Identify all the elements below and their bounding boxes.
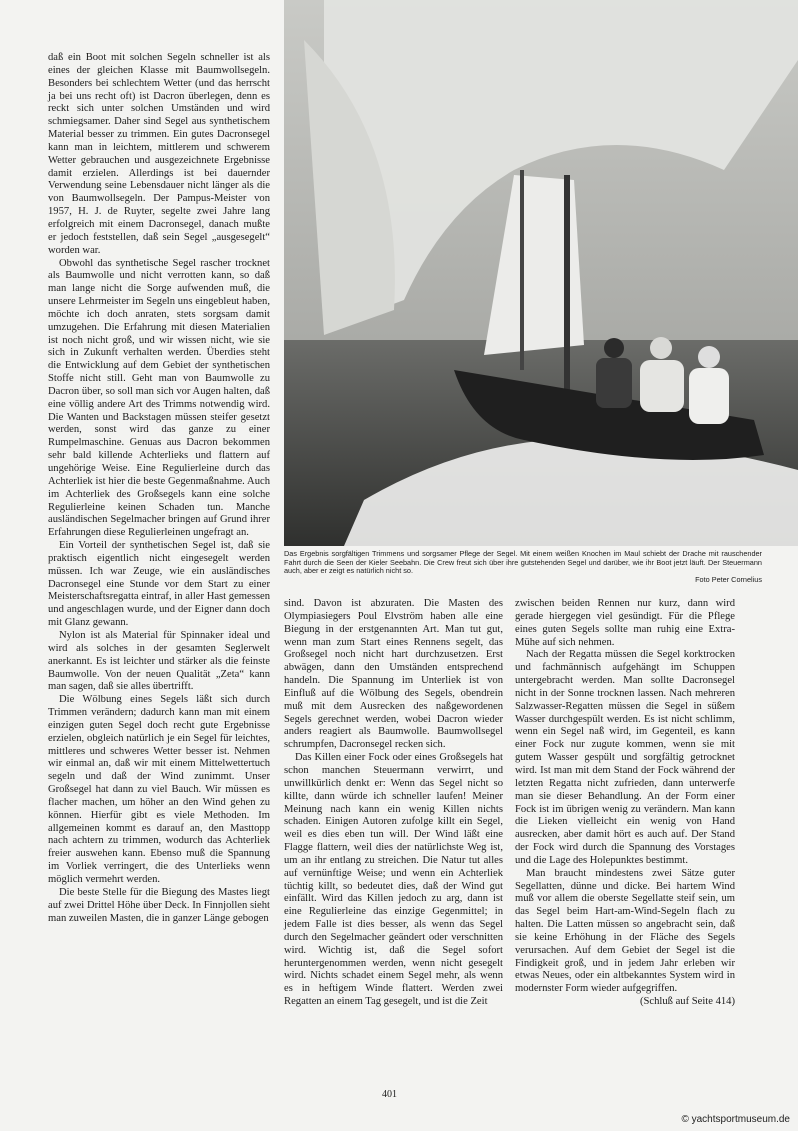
photo-caption (284, 550, 762, 584)
paragraph: Die Wölbung eines Segels läßt sich durch Trimmen verändern; dadurch kann man mit einem einzigen guten Segel doch recht gute Ergebnisse erzielen, obgleich natürlich je ein Segel für leichtes, mittleres und schweres Wetter besser ist. Nehmen wir einmal an, daß wir mit einem Mittelwettertuch segeln und daß der Wind zunimmt. Unser Großsegel hat dann zu viel Bauch. Wir müssen es flacher machen, um höher an den Wind gehen zu können. Hierfür gibt es viele Methoden. Im allgemeinen kommt es darauf an, den Masttopp nach achtern zu trimmen, wodurch das Achterliek freier auswehen kann. Ebenso muß die Spannung im Vorliek verringert, die des Unterlieks wenn möglich vermehrt werden. (48, 694, 270, 885)
middle-text-column (284, 598, 503, 1009)
paragraph: Die beste Stelle für die Biegung des Mastes liegt auf zwei Drittel Höhe über Deck. In Finnjollen sieht man zuweilen Masten, die in ganzer Länge gebogen (48, 886, 270, 924)
paragraph: Man braucht mindestens zwei Sätze guter Segellatten, dünne und dicke. Bei hartem Wind muß vor allem die oberste Segellatte steif sein, um das Segel beim Hart-am-Wind-Segeln flach zu halten. Die Latten müssen so angebracht sein, daß sie keine Erhöhung in der Fläche des Segels verursachen. Auf dem Gebiet der Segel ist die Findigkeit groß, und in jedem Jahr erleben wir etwas Neues, oder ein altbekanntes System wird in modernster Form wieder aufgegriffen. (515, 867, 735, 995)
paragraph: zwischen beiden Rennen nur kurz, dann wird gerade hiergegen viel gesündigt. Für die Pflege eines guten Segels sollte man ruhig eine Extra-Mühe auf sich nehmen. (515, 598, 735, 648)
left-text-column (48, 52, 270, 925)
paragraph: Nach der Regatta müssen die Segel korktrocken und fachmännisch aufgehängt im Schuppen untergebracht werden. Man sollte Dacronsegel nicht in der Sonne trocknen lassen. Nach mehreren Salzwasser-Regatten müssen die Segel in süßem Wasser durchgespült werden. Es ist nicht schlimm, wenn ein Segel naß wird, im Gegenteil, es kann einer Fock nur zugute kommen, wenn sie mit gutem Wasser gespült und sorgfältig getrocknet wird. Ist man mit dem Stand der Fock während der letzten Regatta nicht zufrieden, dann unterwerfe man sie dieser Behandlung. An der Form einer Fock ist im übrigen wenig zu verändern. Man kann die Lieken vielleicht ein wenig von Hand ausrecken, aber damit hört es auch auf. Der Stand der Fock wird durch die Spannung des Vorstages und die Lage des Holepunktes bestimmt. (515, 649, 735, 866)
paragraph: Obwohl das synthetische Segel rascher trocknet als Baumwolle und nicht verrotten kann, so daß man lange nicht die Sorge aufwenden muß, die unsere Lehrmeister im Segeln uns eingebleut haben, möchte ich doch anraten, stets sorgsam damit umzugehen. Die Erfahrung mit diesen Materialien ist noch nicht groß, und wir wissen nicht, wie sie sich in Zukunft verhalten werden. Überdies steht die Entwicklung auf dem Gebiet der synthetischen Stoffe nicht still. Geht man von Baumwolle zu Dacron über, so soll man sich vor Augen halten, daß eine völlig andere Art des Trimms notwendig wird. Die Wanten und Backstagen müssen steifer gesetzt werden, sonst wird das ganze zu einer Rumpelmaschine. Genuas aus Dacron bekommen sehr bald killende Achterlieks und flattern auf ungehörige Weise. Eine Regulierleine durch das Achterliek ist hier die beste Gegenmaßnahme. Auch im Achterliek des Großsegels kann eine solche Regulierleine keinen Schaden tun. Manche ausländischen Segelmacher bringen auf Grund ihrer Erfahrungen diese Regulierleinen ungefragt an. (48, 257, 270, 539)
page-number: 401 (382, 1089, 397, 1100)
watermark: © yachtsportmuseum.de (681, 1114, 790, 1125)
paragraph: Das Killen einer Fock oder eines Großsegels hat schon manchen Steuermann verwirrt, und unwillkürlich denkt er: Wenn das Segel nicht so killte, dann würde ich schneller laufen! Meiner Meinung nach kann ein wenig Killen nichts schaden. Einigen Autoren zufolge killt ein Segel, weil es dies eben tun will. Der Wind läßt eine Flagge flattern, weil dies der natürlichste Weg ist, um an ihr entlang zu streichen. Die Natur tut alles auf vernünftige Weise; und wenn ein Achterliek tüchtig killt, so bedeutet dies, daß der Wind gut einfällt. Wird das Killen jedoch zu arg, dann ist eine Regulierleine das einzige Gegenmittel; in jedem Falle ist dies besser, als wenn das Segel durch den Segelmacher geändert oder verschnitten wird. Wichtig ist, daß die Segel sofort heruntergenommen werden, wenn nicht gesegelt wird. Nichts schadet einem Segel mehr, als wenn es in heftigem Winde flattert. Werden zwei Regatten an einem Tag gesegelt, und ist die Zeit (284, 752, 503, 1008)
photo-credit: Foto Peter Cornelius (695, 574, 762, 584)
dragon-boat-image (284, 0, 798, 546)
sailing-photo (284, 0, 798, 546)
paragraph: sind. Davon ist abzuraten. Die Masten des Olympiasiegers Poul Elvström haben alle eine Biegung in der erstgenannten Art. Man tut gut, wenn man zum Start eines Rennens segelt, das Großsegel noch nicht hart durchzusetzen. Erst abwägen, dann den Umständen entsprechend handeln. Die Spannung im Unterliek ist von Einfluß auf die Wölbung des Segels, obendrein muß mit dem Ausrecken des naßgewordenen Segels gerechnet werden, wobei Dacron wieder anders reagiert als Baumwolle. Baumwollsegel schrumpfen, Dacronsegel recken sich. (284, 598, 503, 751)
right-text-column: zwischen beiden Rennen nur kurz, dann wird gerade hiergegen viel gesündigt. Für die Pflege eines guten Segels sollte man ruhig eine Extra-Mühe auf sich nehmen. Nach der Regatta müssen die Segel korktrocken und fachmännisch aufgehängt im Schuppen untergebracht werden. Man sollte Dacronsegel nicht in der Sonne trocknen lassen. Nach mehreren Salzwasser-Regatten müssen die Segel in süßem Wasser durchgespült werden. Es ist nicht schlimm, wenn ein Segel naß wird, im Gegenteil, es kann einer Fock nur zugute kommen, wenn sie mit gutem Wasser gespült und sorgfältig getrocknet wird. Ist man mit dem Stand der Fock während der letzten Regatta nicht zufrieden, dann unterwerfe man sie dieser Behandlung. An der Form einer Fock ist im übrigen wenig zu verändern. Man kann die Lieken vielleicht ein wenig von Hand ausrecken, aber damit hört es auch auf. Der Stand der Fock wird durch die Spannung des Vorstages und die Lage des Holepunktes bestimmt. Man braucht mindestens zwei Sätze guter Segellatten, dünne und dicke. Bei hartem Wind muß vor allem die oberste Segellatte steif sein, um das Segel beim Hart-am-Wind-Segeln flach zu halten. Die Latten müssen so angebracht sein, daß sie keine Erhöhung in der Fläche des Segels verursachen. Auf dem Gebiet der Segel ist die Findigkeit groß, und in jedem Jahr erleben wir etwas Neues, oder ein altbekanntes System wird in modernster Form wieder aufgegriffen. (Schluß auf Seite 414) (515, 598, 735, 1008)
paragraph: Nylon ist als Material für Spinnaker ideal und wird als solches in der gesamten Seglerwelt anerkannt. Es ist leichter und stärker als die feinste Baumwolle. Von der neuen Qualität „Zeta“ kann man sagen, daß sie alles übertrifft. (48, 629, 270, 693)
paragraph: Ein Vorteil der synthetischen Segel ist, daß sie praktisch eigentlich nicht eingesegelt werden müssen. Ich war Zeuge, wie ein ausländisches Dacronsegel eine Stunde vor dem Start zu einer Meisterschaftsregatta eintraf, in aller Hast gemessen und angeschlagen wurde, und der Eigner dann doch mit Glanz gewann. (48, 540, 270, 629)
paragraph: daß ein Boot mit solchen Segeln schneller ist als eines der gleichen Klasse mit Baumwollsegeln. Besonders bei schlechtem Wetter (und das herrscht ja bei uns recht oft) ist Dacron überlegen, denn es reckt sich unter solchen Umständen und wird schmiegsamer. Daher sind Segel aus synthetischem Material besser zu trimmen. Ein gutes Dacronsegel kann man in leichtem, mittlerem und schwerem Wetter gebrauchen und ausgezeichnete Ergebnisse damit erzielen. Allerdings ist bei dauernder Verwendung seine Lebensdauer nicht länger als die von Baumwollsegeln. Der Pampus-Meister von 1957, H. J. de Ruyter, segelte zwei Jahre lang erfolgreich mit einem Dacronsegel, danach mußte er jedoch feststellen, daß sein Segel „ausgesegelt“ worden war. (48, 52, 270, 256)
caption-text: Das Ergebnis sorgfältigen Trimmens und sorgsamer Pflege der Segel. Mit einem weißen Knochen im Maul schiebt der Drache mit rauschender Fahrt durch die Seen der Kieler Seebahn. Die Crew freut sich über ihre gutstehenden Segel und darüber, wie ihr Boot jetzt läuft. Der Steuermann auch, aber er zeigt es natürlich nicht so. (284, 549, 762, 576)
